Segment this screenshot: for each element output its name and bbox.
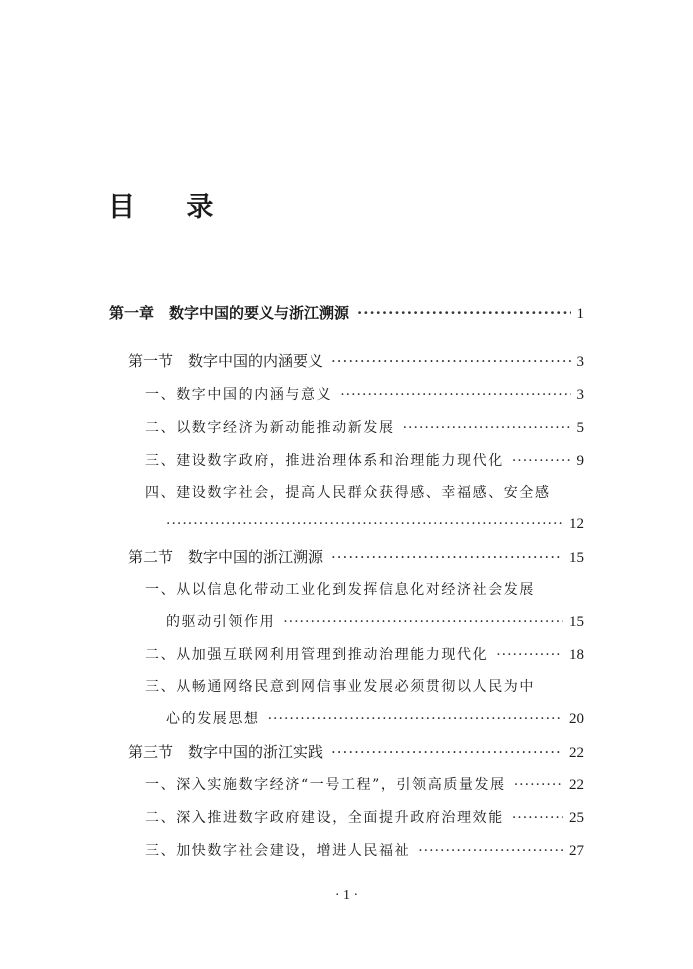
leader-dots <box>340 383 570 407</box>
leader-dots <box>514 773 563 797</box>
page-number: 25 <box>569 810 584 826</box>
entry-label: 二、从加强互联网利用管理到推动治理能力现代化 <box>145 647 489 663</box>
leader-dots <box>283 610 563 634</box>
entry-label: 三、从畅通网络民意到网信事业发展必须贯彻以人民为中 <box>145 679 535 695</box>
entry-label: 一、从以信息化带动工业化到发挥信息化对经济社会发展 <box>145 582 535 598</box>
page-number: 20 <box>569 711 584 727</box>
entry-label: 第一节 数字中国的内涵要义 <box>128 352 324 370</box>
toc-entry-section-1[interactable] <box>128 349 584 373</box>
page-number: 15 <box>569 550 584 566</box>
entry-label: 第二节 数字中国的浙江溯源 <box>128 548 324 566</box>
toc-title: 目 录 <box>108 192 235 223</box>
page-number: 22 <box>569 745 584 761</box>
toc-entry-1-1[interactable] <box>145 383 584 407</box>
leader-dots <box>403 416 571 440</box>
entry-label: 二、以数字经济为新动能推动新发展 <box>145 420 395 436</box>
page-number: 12 <box>569 516 584 532</box>
leader-dots <box>496 643 563 667</box>
toc-entry-2-3-line1[interactable] <box>145 675 535 699</box>
entry-label: 二、深入推进数字政府建设，全面提升政府治理效能 <box>145 810 504 826</box>
page-number: 5 <box>576 420 584 436</box>
leader-dots <box>357 301 570 325</box>
page-number: 9 <box>576 453 584 469</box>
entry-label: 一、数字中国的内涵与意义 <box>145 387 333 403</box>
toc-entry-1-4-line2[interactable] <box>166 512 584 536</box>
leader-dots <box>268 707 563 731</box>
toc-entry-1-4-line1[interactable] <box>145 481 551 505</box>
leader-dots <box>331 349 570 373</box>
entry-label: 三、加快数字社会建设，增进人民福祉 <box>145 843 411 859</box>
page-number: 15 <box>569 614 584 630</box>
toc-entry-3-2[interactable] <box>145 806 584 830</box>
entry-label: 三、建设数字政府，推进治理体系和治理能力现代化 <box>145 453 504 469</box>
toc-entry-2-1-line1[interactable] <box>145 578 535 602</box>
toc-entry-2-3-line2[interactable] <box>166 707 584 731</box>
page-number: 18 <box>569 647 584 663</box>
toc-entry-chapter-1[interactable] <box>109 301 584 325</box>
toc-entry-1-2[interactable] <box>145 416 584 440</box>
entry-label: 的驱动引领作用 <box>166 614 276 630</box>
entry-label: 第一章 数字中国的要义与浙江溯源 <box>109 304 350 322</box>
page-number: 22 <box>569 777 584 793</box>
page-number: 3 <box>576 387 584 403</box>
leader-dots <box>331 740 563 764</box>
entry-label: 心的发展思想 <box>166 711 260 727</box>
toc-entry-section-2[interactable] <box>128 545 584 569</box>
entry-label: 第三节 数字中国的浙江实践 <box>128 743 324 761</box>
entry-label: 四、建设数字社会，提高人民群众获得感、幸福感、安全感 <box>145 485 551 501</box>
leader-dots <box>512 806 563 830</box>
page-footer-number: · 1 · <box>334 888 359 903</box>
leader-dots <box>512 449 571 473</box>
toc-entry-section-3[interactable] <box>128 740 584 764</box>
toc-entry-1-3[interactable] <box>145 449 584 473</box>
page-number: 3 <box>576 354 584 370</box>
entry-label: 一、深入实施数字经济“一号工程”，引领高质量发展 <box>145 777 506 793</box>
page-number: 27 <box>569 843 584 859</box>
leader-dots <box>418 839 563 863</box>
page-number: 1 <box>576 306 584 322</box>
leader-dots <box>166 512 563 536</box>
toc-entry-2-2[interactable] <box>145 643 584 667</box>
toc-entry-2-1-line2[interactable] <box>166 610 584 634</box>
leader-dots <box>331 545 563 569</box>
toc-entry-3-1[interactable] <box>145 773 584 797</box>
toc-entry-3-3[interactable] <box>145 839 584 863</box>
